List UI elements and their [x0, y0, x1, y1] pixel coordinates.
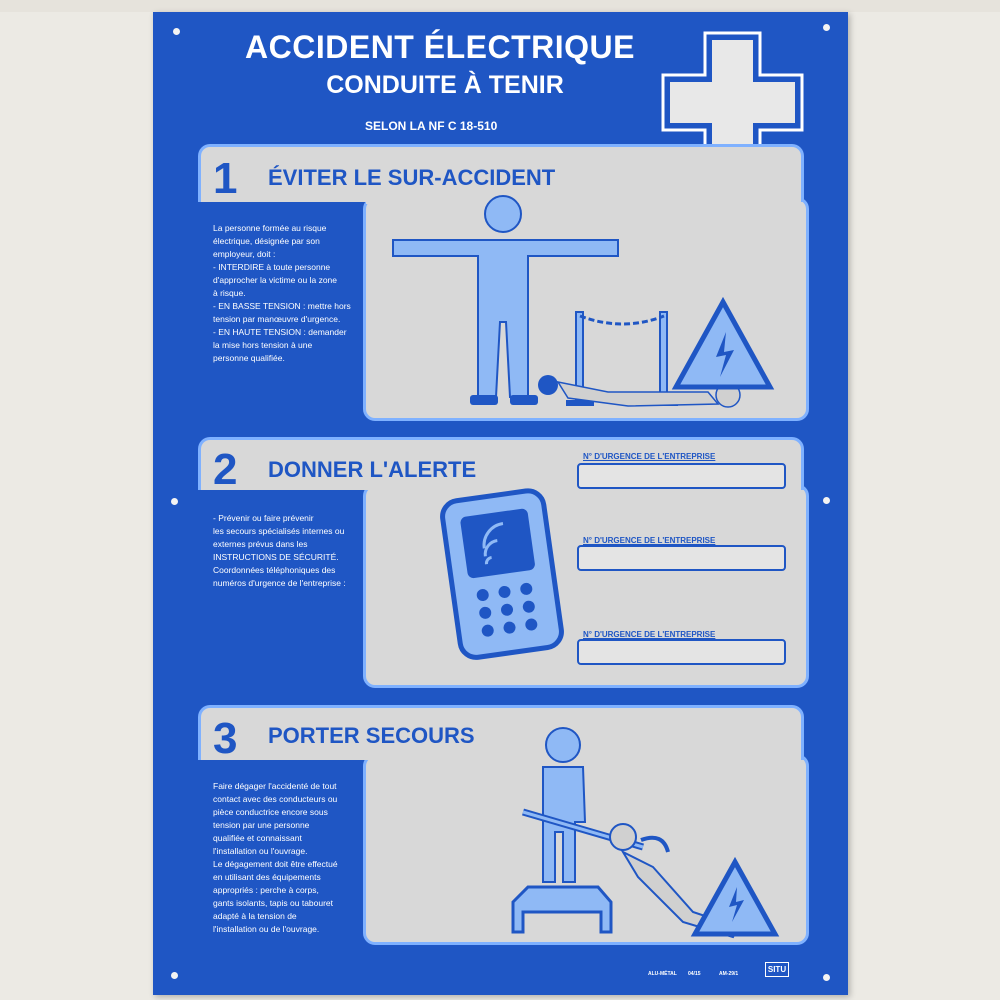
emergency-label: N° D'URGENCE DE L'ENTREPRISE — [583, 630, 716, 639]
sign-standard: SELON LA NF C 18-510 — [365, 119, 498, 133]
wall-background — [0, 0, 1000, 12]
emergency-number-field[interactable] — [577, 639, 786, 665]
mounting-hole — [171, 972, 178, 979]
step3-number: 3 — [213, 714, 238, 763]
emergency-number-field[interactable] — [577, 463, 786, 489]
step1-title: ÉVITER LE SUR-ACCIDENT — [268, 165, 556, 190]
step1-text: La personne formée au risque électrique, désignée par son employeur, doit : - INTERDIRE à toute personne d'approcher la victime ou la zone à risque. - EN BASSE TENSION : mettre hors tension par manœuvre d'urgence. - EN HAUTE TENSION : demander la mise hors tension à une personne qualifiée. — [213, 223, 351, 363]
date-label: 04/15 — [688, 971, 701, 977]
sign-title: ACCIDENT ÉLECTRIQUE — [245, 29, 635, 65]
step3-text: Faire dégager l'accidenté de tout contact avec des conducteurs ou pièce conductrice encore sous tension par une personne qualifiée et connaissant l'installation ou l'ouvrage. Le dégagement doit être effectué en utilisant des équipements appropriés : perche à corps, gants isolants, tapis ou tabouret adapté à la tension de l'installation ou de l'ouvrage. — [213, 781, 338, 934]
emergency-label: N° D'URGENCE DE L'ENTREPRISE — [583, 452, 716, 461]
safety-sign — [153, 12, 848, 995]
mounting-hole — [823, 974, 830, 981]
mounting-hole — [173, 28, 180, 35]
mounting-hole — [823, 497, 830, 504]
step2-text: - Prévenir ou faire prévenir les secours spécialisés internes ou externes prévus dans les INSTRUCTIONS DE SÉCURITÉ. Coordonnées téléphoniques des numéros d'urgence de l'entreprise : — [213, 513, 346, 588]
material-label: ALU-MÉTAL — [648, 971, 677, 977]
step2-number: 2 — [213, 445, 238, 494]
sign-subtitle: CONDUITE À TENIR — [326, 71, 564, 99]
emergency-number-field[interactable] — [577, 545, 786, 571]
reference-label: AM-29/1 — [719, 971, 739, 977]
mounting-hole — [171, 498, 178, 505]
emergency-label: N° D'URGENCE DE L'ENTREPRISE — [583, 536, 716, 545]
mounting-hole — [823, 24, 830, 31]
step2-title: DONNER L'ALERTE — [268, 457, 477, 482]
person-blocking-icon — [378, 192, 788, 412]
rescue-with-pole-icon — [503, 722, 793, 947]
mobile-phone-icon — [448, 492, 563, 662]
manufacturer-logo: SITU — [765, 962, 789, 977]
step3-title: PORTER SECOURS — [268, 723, 475, 748]
step1-number: 1 — [213, 154, 238, 203]
